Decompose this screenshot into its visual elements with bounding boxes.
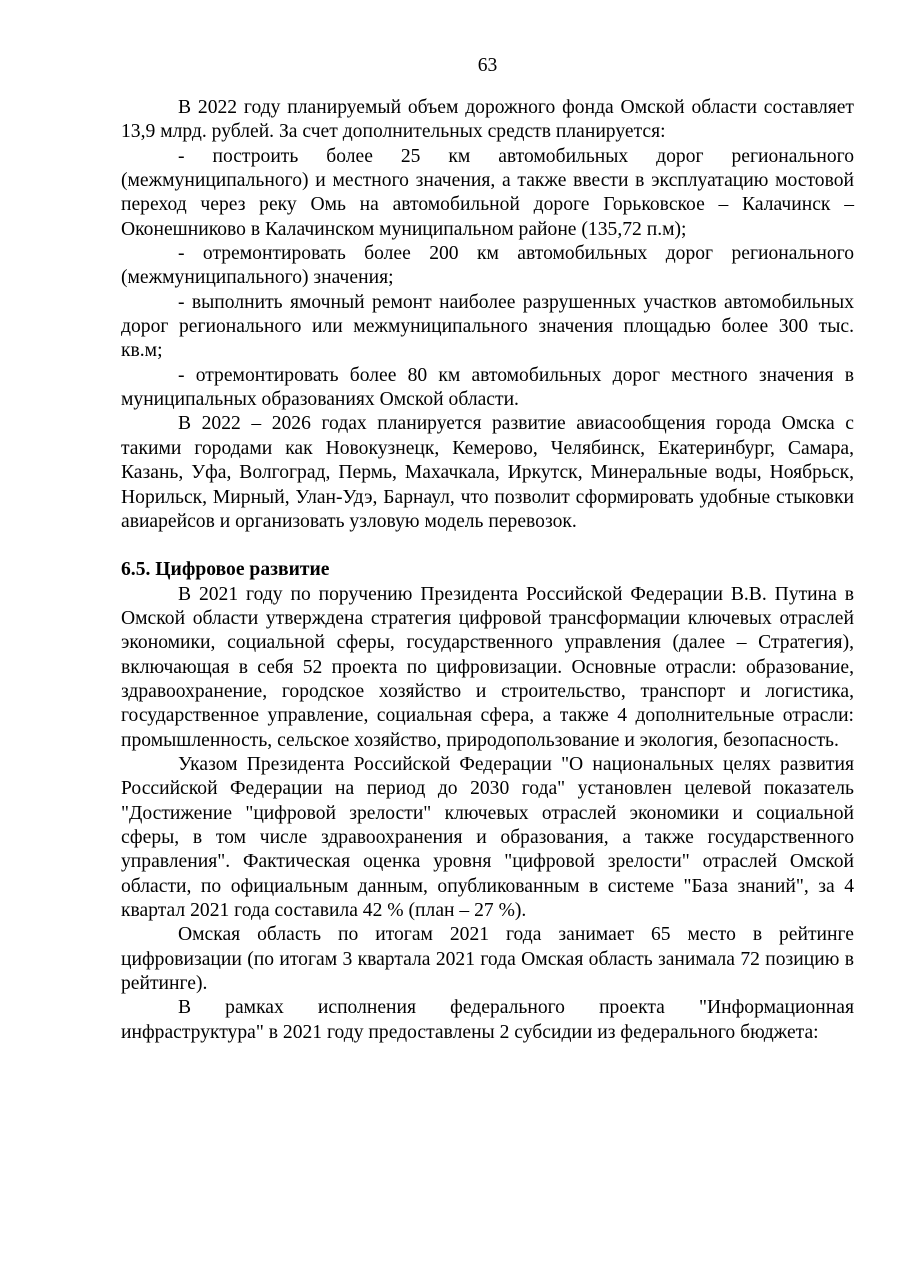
paragraph-road-fund: В 2022 году планируемый объем дорожного фонда Омской области составляет 13,9 млрд. рублей. За счет дополнительных средств планируется: (121, 97, 854, 143)
paragraph-digital-maturity: Указом Президента Российской Федерации "О национальных целях развития Российской Федерации на период до 2030 года" установлен целевой показатель "Достижение "цифровой зрелости" ключевых отраслей экономики и социальной сферы, в том числе здравоохранения и образования, а также государственного управления". Фактическая оценка уровня "цифровой зрелости" отраслей Омской области, по официальным данным, опубликованным в системе "База знаний", за 4 квартал 2021 года составила 42 % (план – 27 %). (121, 753, 854, 921)
list-item-repair-regional-roads: - отремонтировать более 200 км автомобильных дорог регионального (межмуниципального) значения; (121, 243, 854, 289)
page-number: 63 (477, 55, 498, 76)
paragraph-digital-rating: Омская область по итогам 2021 года занимает 65 место в рейтинге цифровизации (по итогам 3 квартала 2021 года Омская область занимала 72 позицию в рейтинге). (121, 924, 854, 995)
list-item-build-roads: - построить более 25 км автомобильных дорог регионального (межмуниципального) и местного значения, а также ввести в эксплуатацию мостовой переход через реку Омь на автомобильной дороге Горьковское – Калачинск – Оконешниково в Калачинском муниципальном районе (135,72 п.м); (121, 145, 854, 240)
list-item-pothole-repair: - выполнить ямочный ремонт наиболее разрушенных участков автомобильных дорог регионального или межмуниципального значения площадью более 300 тыс. кв.м; (121, 291, 854, 362)
list-item-repair-local-roads: - отремонтировать более 80 км автомобильных дорог местного значения в муниципальных образованиях Омской области. (121, 364, 854, 411)
paragraph-information-infrastructure: В рамках исполнения федерального проекта "Информационная инфраструктура" в 2021 году предоставлены 2 субсидии из федерального бюджета: (121, 997, 854, 1043)
paragraph-digital-strategy: В 2021 году по поручению Президента Российской Федерации В.В. Путина в Омской области утверждена стратегия цифровой трансформации ключевых отраслей экономики, социальной сферы, государственного управления (далее – Стратегия), включающая в себя 52 проекта по цифровизации. Основные отрасли: образование, здравоохранение, городское хозяйство и строительство, транспорт и логистика, государственное управление, социальная сфера, а также 4 дополнительные отрасли: промышленность, сельское хозяйство, природопользование и экология, безопасность. (121, 583, 854, 751)
section-heading: 6.5. Цифровое развитие (121, 559, 330, 581)
paragraph-air-connections: В 2022 – 2026 годах планируется развитие авиасообщения города Омска с такими городами как Новокузнецк, Кемерово, Челябинск, Екатеринбург, Самара, Казань, Уфа, Волгоград, Пермь, Махачкала, Иркутск, Минеральные воды, Ноябрьск, Норильск, Мирный, Улан-Удэ, Барнаул, что позволит сформировать удобные стыковки авиарейсов и организовать узловую модель перевозок. (121, 413, 854, 532)
